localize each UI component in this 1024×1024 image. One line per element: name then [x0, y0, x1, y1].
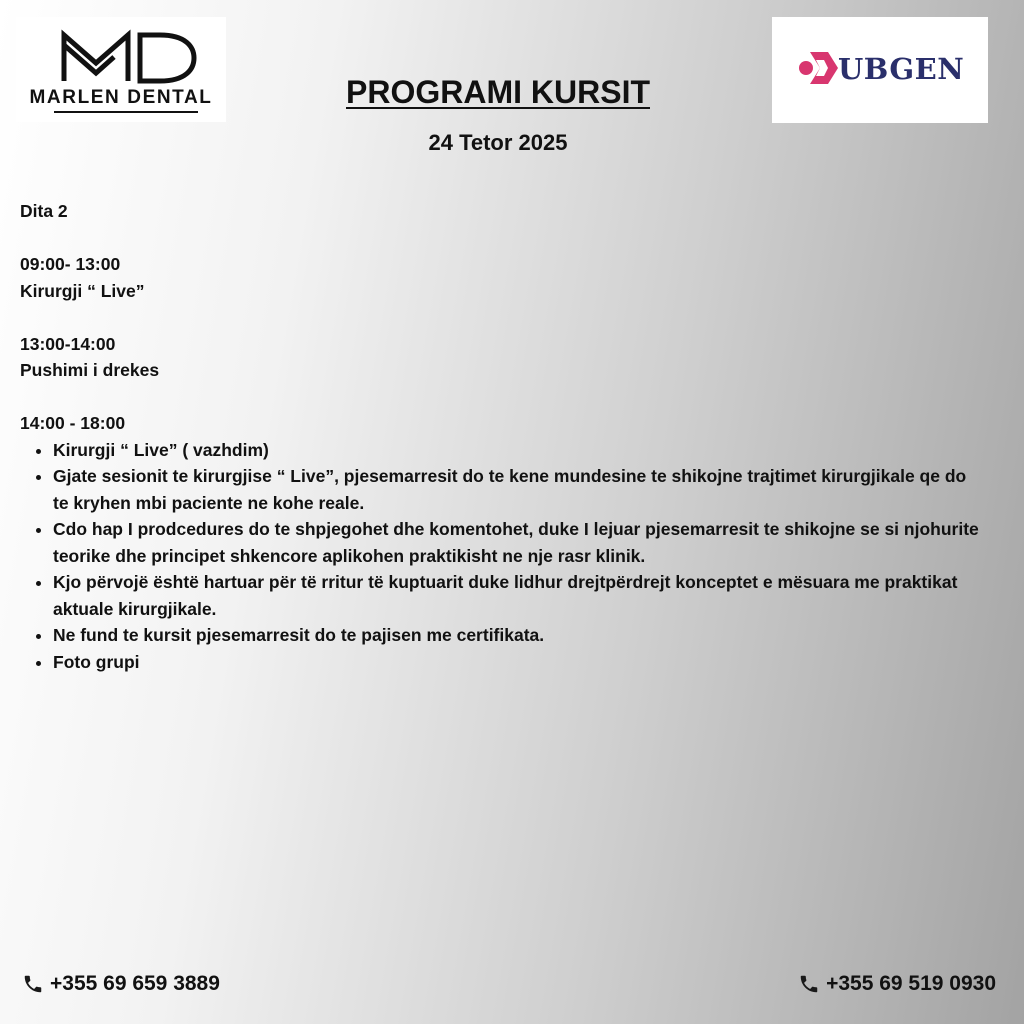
list-item: • Foto grupi	[53, 649, 980, 676]
phone-icon	[798, 973, 820, 995]
session-label: Pushimi i drekes	[20, 360, 160, 380]
spacer	[20, 304, 980, 331]
day-label: Dita 2	[20, 201, 68, 221]
phone-number-left: +355 69 659 3889	[50, 972, 220, 995]
list-item: • Kjo përvojë është hartuar për të rritur të kuptuarit duke lidhur drejtpërdrejt konceptet e mësuara me praktikat aktuale kirurgjikale.	[53, 569, 980, 622]
logo-right-text: UBGEN	[838, 52, 965, 86]
afternoon-time: 14:00 - 18:00	[20, 413, 126, 433]
course-date: 24 Tetor 2025	[428, 130, 568, 155]
session-label: Kirurgji “ Live”	[20, 280, 145, 301]
phone-icon	[22, 973, 44, 995]
program-content	[20, 198, 980, 675]
spacer	[20, 384, 980, 411]
logo-left-text: MARLEN DENTAL	[29, 87, 213, 108]
page-title-text: PROGRAMI KURSIT	[346, 74, 650, 110]
session-time: 13:00-14:00	[20, 333, 116, 354]
phone-contact-right[interactable]	[798, 972, 996, 996]
list-item: • Kirurgji “ Live” ( vazhdim)	[53, 437, 980, 464]
page-title	[0, 74, 996, 111]
session-time: 09:00- 13:00	[20, 254, 121, 274]
list-item: • Gjate sesionit te kirurgjise “ Live”, pjesemarresit do te kene mundesine te shikojne trajtimet kirurgjikale qe do te kryhen mbi paciente ne kohe reale.	[53, 463, 980, 516]
phone-contact-left[interactable]	[22, 972, 220, 996]
afternoon-list	[20, 437, 980, 676]
phone-number-right: +355 69 519 0930	[826, 972, 996, 995]
list-item: • Ne fund te kursit pjesemarresit do te pajisen me certifikata.	[53, 622, 980, 649]
spacer	[20, 225, 980, 252]
logo-left-underline	[54, 111, 198, 113]
list-item: • Cdo hap I prodcedures do te shpjegohet dhe komentohet, duke I lejuar pjesemarresit te shikojne se si njohurite teorike dhe principet shkencore aplikohen praktikisht ne nje rasr klinik.	[53, 516, 980, 569]
